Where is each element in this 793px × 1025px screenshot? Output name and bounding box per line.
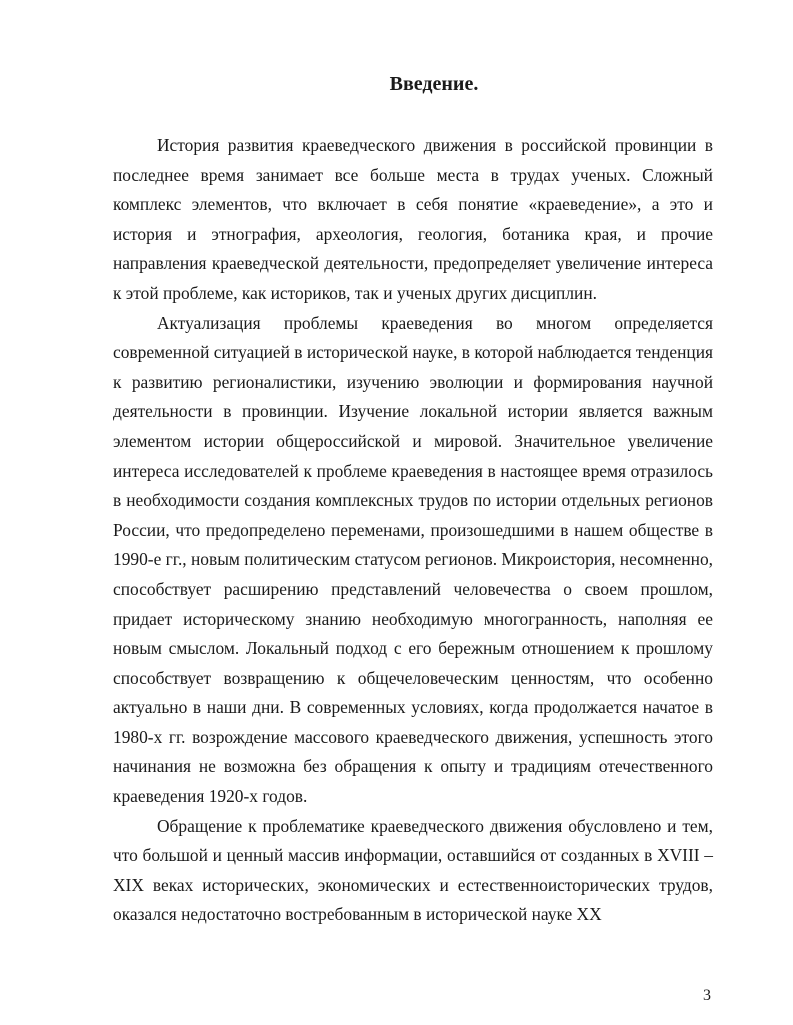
paragraph-2: Актуализация проблемы краеведения во многом определяется современной ситуацией в исторической науке, в которой наблюдается тенденция к развитию регионалистики, изучению эволюции и формирования научной деятельности в провинции. Изучение локальной истории является важным элементом истории общероссийской и мировой. Значительное увеличение интереса исследователей к проблеме краеведения в настоящее время отразилось в необходимости создания комплексных трудов по истории отдельных регионов России, что предопределено переменами, произошедшими в нашем обществе в 1990-е гг., новым политическим статусом регионов. Микроистория, несомненно, способствует расширению представлений человечества о своем прошлом, придает историческому знанию необходимую многогранность, наполняя ее новым смыслом. Локальный подход с его бережным отношением к прошлому способствует возвращению к общечеловеческим ценностям, что особенно актуально в наши дни. В современных условиях, когда продолжается начатое в 1980-х гг. возрождение массового краеведческого движения, успешность этого начинания не возможна без обращения к опыту и традициям отечественного краеведения 1920-х годов.: [113, 312, 714, 807]
body-text: [113, 131, 713, 930]
page-title: Введение.: [389, 73, 479, 95]
paragraph-3: Обращение к проблематике краеведческого движения обусловлено и тем, что большой и ценный массив информации, оставшийся от созданных в XVIII – XIX веках исторических, экономических и естественноисторических трудов, оказался недостаточно востребованным в исторической науке XX: [113, 815, 713, 925]
page-number: 3: [703, 987, 711, 1004]
paragraph-1: История развития краеведческого движения в российской провинции в последнее время занимает все больше места в трудах ученых. Сложный комплекс элементов, что включает в себя понятие «краеведение», а это и история и этнография, археология, геология, ботаника края, и прочие направления краеведческой деятельности, предопределяет увеличение интереса к этой проблеме, как историков, так и ученых других дисциплин.: [113, 135, 713, 303]
